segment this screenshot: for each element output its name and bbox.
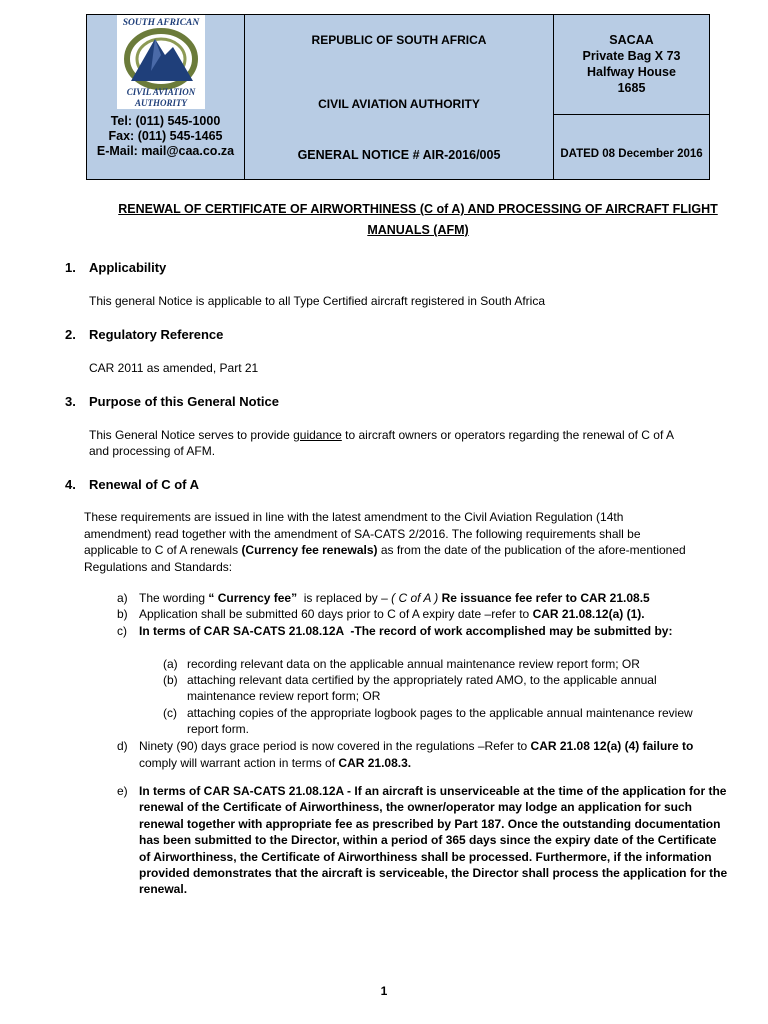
section-4-intro-line-1: These requirements are issued in line with the latest amendment to the Civil Aviation Regulation (14th: [84, 510, 624, 524]
contact-tel: Tel: (011) 545-1000: [110, 114, 221, 128]
sub-item-b-label: (b): [163, 673, 178, 687]
header-left-cell: [87, 15, 245, 179]
section-4-intro-line-4: Regulations and Standards:: [84, 559, 233, 574]
section-2-heading: [65, 327, 223, 342]
section-3-number: 3.: [65, 394, 76, 409]
addr-line-1: SACAA: [609, 33, 654, 47]
logo-emblem-icon: [117, 15, 205, 109]
guidance-underlined: guidance: [293, 428, 342, 442]
sub-item-c-label: (c): [163, 706, 177, 720]
item-e-l1b: - If an aircraft is unserviceable at the time of the application for the: [343, 784, 727, 798]
contact-info: [87, 114, 244, 159]
section-3-text-a: This General Notice serves to provide: [89, 428, 294, 442]
section-2-title: Regulatory Reference: [89, 327, 224, 342]
sub-item-c-text: [187, 705, 693, 737]
item-c-label: c): [117, 624, 127, 638]
addr-line-4: 1685: [617, 81, 646, 95]
postal-address: [554, 32, 709, 96]
item-b-car-ref: CAR 21.08.12(a) (1).: [532, 607, 645, 621]
sub-item-b-line-1: attaching relevant data certified by the appropriately rated AMO, to the applicable annual: [187, 673, 657, 687]
section-1-title: Applicability: [89, 260, 167, 275]
item-a-p3: is replaced by –: [297, 591, 392, 605]
sub-item-b-text: [187, 672, 657, 704]
section-3-line-2: and processing of AFM.: [89, 444, 216, 458]
item-e-line-6: provided demonstrates that the aircraft is serviceable, the Director shall process the application for the: [139, 866, 728, 881]
section-1-body: This general Notice is applicable to all Type Certified aircraft registered in South Africa: [89, 294, 546, 308]
section-4-title: Renewal of C of A: [89, 477, 200, 492]
item-a-p1: The wording: [139, 591, 206, 605]
item-a-text: [139, 590, 650, 607]
intro-3-text-c: as from the date of the publication of the afore-mentioned: [377, 543, 686, 557]
item-e-text: [139, 783, 727, 898]
item-d-l2a: comply will warrant action in terms of: [139, 755, 339, 770]
item-d-line-1: [139, 738, 693, 755]
section-2-body: CAR 2011 as amended, Part 21: [89, 361, 259, 375]
item-e-line-3: renewal together with appropriate fee as prescribed by Part 187. Once the outstanding documentation: [139, 816, 721, 831]
section-4-heading: [65, 477, 199, 492]
item-d-p1: Ninety (90) days grace period is now covered in the regulations –Refer to: [139, 739, 531, 753]
republic-title: REPUBLIC OF SOUTH AFRICA: [311, 33, 487, 47]
authority-title: CIVIL AVIATION AUTHORITY: [318, 97, 480, 111]
document-title: [86, 199, 750, 241]
item-c-text: In terms of CAR SA-CATS 21.08.12A -The record of work accomplished may be submitted by:: [139, 624, 673, 638]
item-e-line-7: renewal.: [139, 882, 188, 897]
notice-date: DATED 08 December 2016: [560, 148, 703, 160]
item-d-text: [139, 738, 693, 771]
item-b-p1: Application shall be submitted 60 days prior to C of A expiry date –refer to: [139, 607, 533, 621]
logo-top-text: SOUTH AFRICAN: [122, 18, 200, 28]
item-a-currency-fee: “ Currency fee”: [208, 591, 298, 605]
section-3-heading: [65, 394, 279, 409]
section-1-number: 1.: [65, 260, 76, 275]
item-e-line-1: [139, 783, 727, 799]
intro-3-text-a: applicable to C of A renewals: [84, 543, 242, 557]
item-b-text: [139, 606, 645, 623]
section-3-title: Purpose of this General Notice: [89, 394, 279, 409]
item-e-line-5: of Airworthiness, the Certificate of Airworthiness shall be processed. Furthermore, if the information: [139, 849, 712, 864]
section-3-line-1: [89, 427, 754, 443]
item-e-label: e): [117, 784, 128, 798]
item-a-cofa: ( C of A ): [391, 591, 439, 605]
item-b-label: b): [117, 607, 128, 621]
addr-line-3: Halfway House: [587, 65, 676, 79]
item-a-label: a): [117, 591, 128, 605]
item-d-label: d): [117, 739, 128, 753]
page-number: 1: [380, 984, 388, 998]
sub-item-a-label: (a): [163, 657, 178, 671]
title-line-2: MANUALS (AFM): [367, 223, 469, 237]
header-right-cell: [554, 15, 709, 179]
sacaa-logo: [117, 15, 205, 109]
section-4-number: 4.: [65, 477, 76, 492]
currency-fee-renewals: (Currency fee renewals): [241, 543, 378, 557]
sub-item-c-line-2: report form.: [187, 722, 250, 736]
contact-email: E-Mail: mail@caa.co.za: [96, 144, 235, 158]
logo-bottom-text-2: AUTHORITY: [134, 98, 188, 108]
section-4-intro-line-2: amendment) read together with the amendment of SA-CATS 2/2016. The following requirements shall be: [84, 526, 641, 541]
section-1-heading: [65, 260, 166, 275]
right-cell-divider: [554, 114, 709, 115]
item-e-l1a: In terms of CAR SA-CATS 21.08.12A: [139, 784, 344, 798]
item-d-p3: failure to: [639, 739, 694, 753]
sub-item-a-text: recording relevant data on the applicable annual maintenance review report form; OR: [187, 657, 640, 671]
section-3-body: [89, 427, 754, 459]
section-3-text-b: to aircraft owners or operators regarding the renewal of C of A: [341, 428, 674, 442]
item-d-line-2: [139, 755, 693, 772]
section-2-number: 2.: [65, 327, 76, 342]
header-middle-cell: [245, 15, 554, 179]
item-e-line-2: renewal of the Certificate of Airworthiness, the owner/operator may lodge an application for such: [139, 800, 692, 815]
notice-number: GENERAL NOTICE # AIR-2016/005: [297, 148, 501, 162]
contact-fax: Fax: (011) 545-1465: [108, 129, 223, 143]
section-4-intro-line-3: [84, 542, 754, 559]
section-4-intro: [84, 509, 754, 575]
item-d-car-ref: CAR 21.08 12(a) (4): [530, 739, 640, 753]
logo-bottom-text-1: CIVIL AVIATION: [126, 87, 196, 97]
addr-line-2: Private Bag X 73: [582, 49, 681, 63]
sub-item-c-line-1: attaching copies of the appropriate logbook pages to the applicable annual maintenance review: [187, 706, 693, 720]
title-line-1: RENEWAL OF CERTIFICATE OF AIRWORTHINESS (C of A) AND PROCESSING OF AIRCRAFT FLIGHT: [118, 202, 718, 216]
item-e-line-4: has been submitted to the Director, within a period of 365 days since the expiry date of the Certificate: [139, 833, 717, 848]
item-a-p5: Re issuance fee refer to CAR 21.08.5: [438, 591, 650, 605]
sub-item-b-line-2: maintenance review report form; OR: [187, 689, 381, 703]
item-d-l2b: CAR 21.08.3.: [338, 755, 412, 770]
header-table: [86, 14, 710, 180]
